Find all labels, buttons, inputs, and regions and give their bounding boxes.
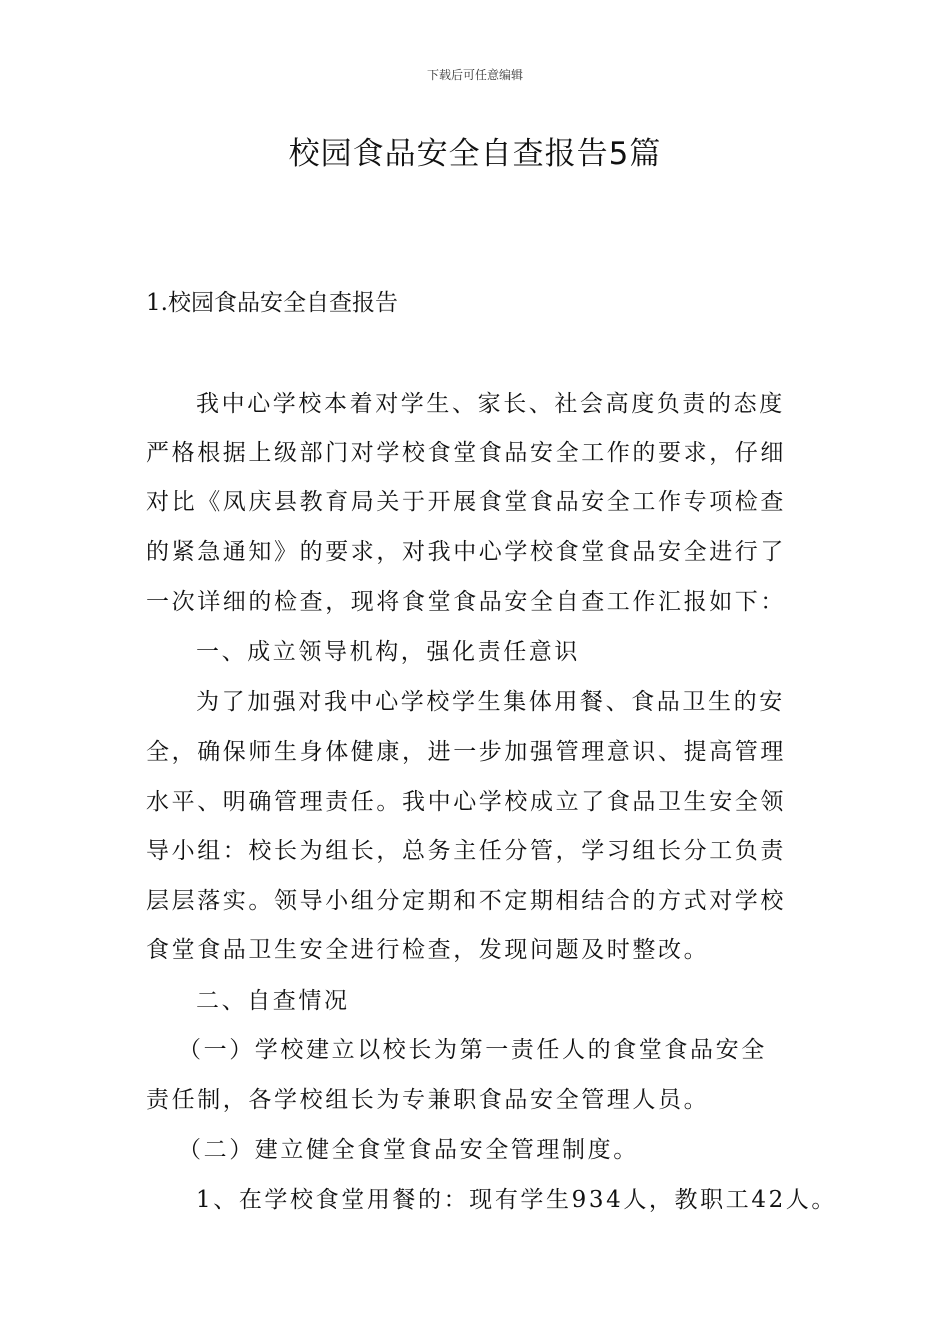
paragraph-line: 为了加强对我中心学校学生集体用餐、食品卫生的安 (196, 689, 785, 715)
paragraph-line: 食堂食品卫生安全进行检查，发现问题及时整改。 (146, 937, 710, 963)
paragraph-line: 全，确保师生身体健康，进一步加强管理意识、提高管理 (146, 739, 786, 765)
section-heading: 1.校园食品安全自查报告 (146, 290, 398, 316)
subheading-line: 二、自查情况 (196, 988, 350, 1014)
paragraph-line: 1、在学校食堂用餐的：现有学生934人，教职工42人。 (196, 1187, 837, 1213)
paragraph-line: （二）建立健全食堂食品安全管理制度。 (178, 1137, 639, 1163)
document-title: 校园食品安全自查报告5篇 (288, 136, 662, 172)
paragraph-line: 导小组：校长为组长，总务主任分管，学习组长分工负责 (146, 838, 786, 864)
paragraph-line: （一）学校建立以校长为第一责任人的食堂食品安全 (178, 1037, 767, 1063)
subheading-line: 一、成立领导机构，强化责任意识 (196, 639, 580, 665)
paragraph-line: 对比《凤庆县教育局关于开展食堂食品安全工作专项检查 (146, 489, 786, 515)
paragraph-line: 一次详细的检查，现将食堂食品安全自查工作汇报如下： (146, 589, 786, 615)
paragraph-line: 的紧急通知》的要求，对我中心学校食堂食品安全进行了 (146, 539, 786, 565)
paragraph-line: 严格根据上级部门对学校食堂食品安全工作的要求，仔细 (146, 440, 786, 466)
paragraph-line: 我中心学校本着对学生、家长、社会高度负责的态度 (196, 391, 785, 417)
paragraph-line: 层层落实。领导小组分定期和不定期相结合的方式对学校 (146, 888, 786, 914)
paragraph-line: 责任制，各学校组长为专兼职食品安全管理人员。 (146, 1087, 710, 1113)
header-note: 下载后可任意编辑 (426, 68, 523, 82)
paragraph-line: 水平、明确管理责任。我中心学校成立了食品卫生安全领 (146, 789, 786, 815)
